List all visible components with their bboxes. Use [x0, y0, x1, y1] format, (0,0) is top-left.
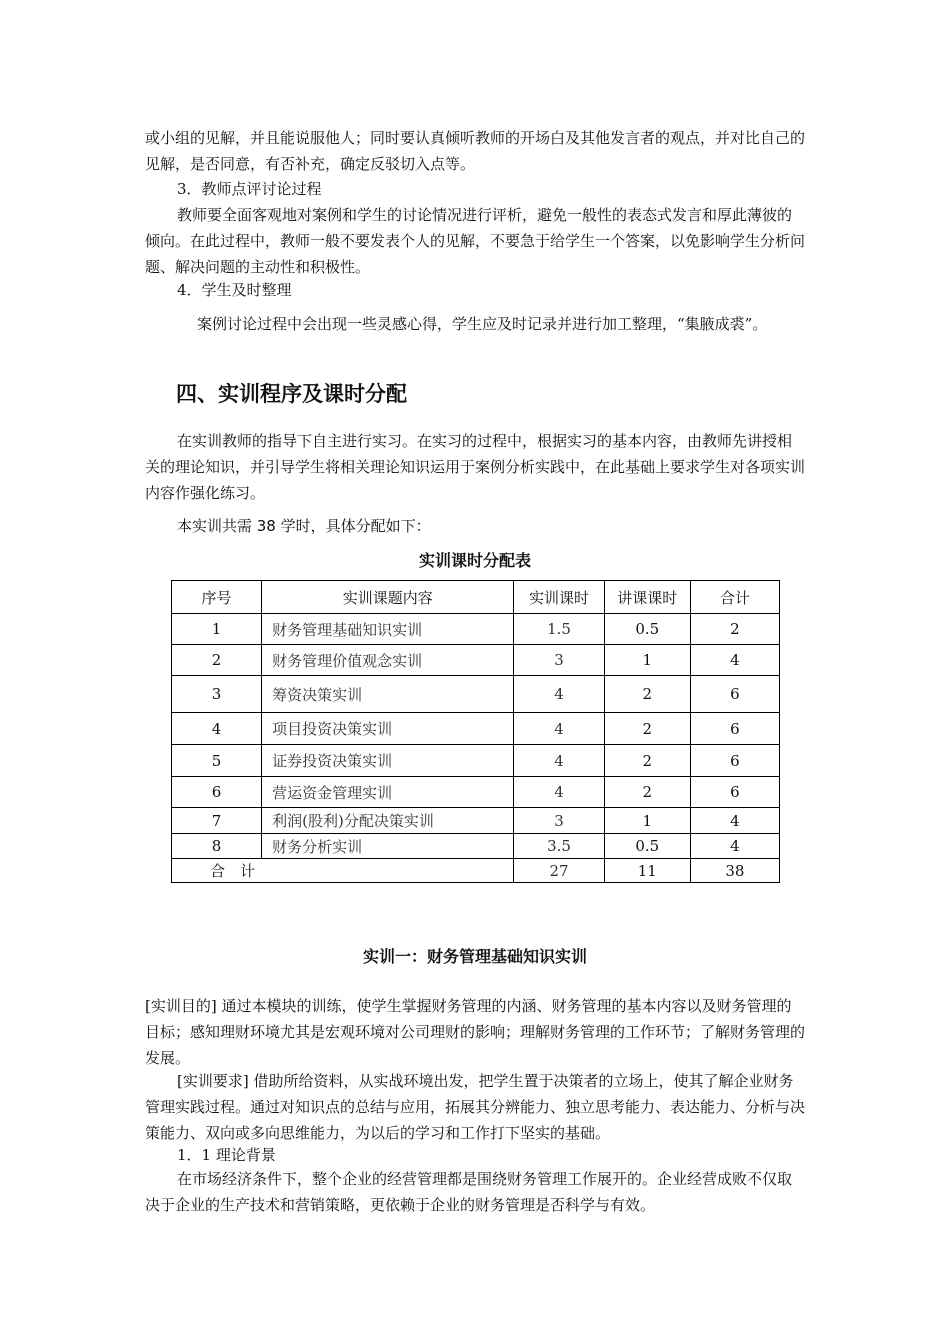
row-topic: 项目投资决策实训 [262, 713, 514, 745]
row-training-hours: 3 [514, 808, 604, 834]
table-row [172, 745, 780, 777]
row-training-hours: 4 [514, 713, 604, 745]
table-row [172, 713, 780, 745]
unit-title: 实训一：财务管理基础知识实训 [362, 947, 587, 966]
row-lecture-hours: 2 [604, 676, 690, 713]
table-total-row [172, 859, 780, 883]
paragraph-training-requirement: [实训要求] 借助所给资料，从实战环境出发，把学生置于决策者的立场上，使其了解企业财务管理实践过程。通过对知识点的总结与应用，拓展其分辨能力、独立思考能力、表达能力、分析与决策能力、双向或多向思维能力，为以后的学习和工作打下坚实的基础。 [145, 1072, 806, 1142]
header-total: 合计 [690, 581, 779, 614]
paragraph-student-organize: 案例讨论过程中会出现一些灵感心得，学生应及时记录并进行加工整理，“集腋成裘”。 [197, 315, 768, 333]
row-index: 8 [172, 834, 262, 859]
paragraph-theory-background: 在市场经济条件下，整个企业的经营管理都是围绕财务管理工作展开的。企业经营成败不仅取决于企业的生产技术和营销策略，更依赖于企业的财务管理是否科学与有效。 [145, 1170, 793, 1214]
row-topic: 财务分析实训 [262, 834, 514, 859]
row-index: 2 [172, 645, 262, 676]
table-row [172, 834, 780, 859]
section-title: 四、实训程序及课时分配 [176, 382, 407, 406]
table-caption: 实训课时分配表 [418, 551, 531, 570]
row-training-hours: 3 [514, 645, 604, 676]
table-row [172, 676, 780, 713]
row-total: 2 [690, 614, 779, 645]
row-topic: 财务管理基础知识实训 [262, 614, 514, 645]
row-topic: 财务管理价值观念实训 [262, 645, 514, 676]
row-lecture-hours: 2 [604, 713, 690, 745]
row-topic: 利润(股利)分配决策实训 [262, 808, 514, 834]
row-training-hours: 4 [514, 777, 604, 808]
header-training-hours: 实训课时 [514, 581, 604, 614]
row-training-hours: 3.5 [514, 834, 604, 859]
total-lecture-hours: 11 [604, 859, 690, 883]
table-header-row [172, 581, 780, 614]
heading-teacher-review: 3．教师点评讨论过程 [177, 180, 322, 198]
row-index: 3 [172, 676, 262, 713]
total-training-hours: 27 [514, 859, 604, 883]
row-topic: 筹资决策实训 [262, 676, 514, 713]
row-total: 4 [690, 834, 779, 859]
row-training-hours: 4 [514, 745, 604, 777]
row-total: 6 [690, 713, 779, 745]
paragraph-training-goal: [实训目的] 通过本模块的训练，使学生掌握财务管理的内涵、财务管理的基本内容以及财务管理的目标；感知理财环境尤其是宏观环境对公司理财的影响；理解财务管理的工作环节；了解财务管理的发展。 [145, 997, 806, 1067]
row-training-hours: 1.5 [514, 614, 604, 645]
row-total: 4 [690, 808, 779, 834]
paragraph-teacher-review: 教师要全面客观地对案例和学生的讨论情况进行评析，避免一般性的表态式发言和厚此薄彼的倾向。在此过程中，教师一般不要发表个人的见解，不要急于给学生一个答案，以免影响学生分析问题、解决问题的主动性和积极性。 [145, 206, 806, 276]
row-lecture-hours: 0.5 [604, 834, 690, 859]
row-lecture-hours: 0.5 [604, 614, 690, 645]
row-total: 6 [690, 777, 779, 808]
header-index: 序号 [172, 581, 262, 614]
row-lecture-hours: 2 [604, 777, 690, 808]
hours-allocation-table [171, 580, 780, 883]
table-row [172, 777, 780, 808]
header-lecture-hours: 讲课课时 [604, 581, 690, 614]
row-training-hours: 4 [514, 676, 604, 713]
table-row [172, 645, 780, 676]
row-index: 5 [172, 745, 262, 777]
total-label: 合 计 [172, 859, 514, 883]
row-index: 1 [172, 614, 262, 645]
table-row [172, 808, 780, 834]
row-total: 6 [690, 745, 779, 777]
table-row [172, 614, 780, 645]
row-topic: 证券投资决策实训 [262, 745, 514, 777]
total-sum: 38 [690, 859, 779, 883]
paragraph-hours-total: 本实训共需 38 学时，具体分配如下： [177, 517, 431, 535]
paragraph-debate: 或小组的见解，并且能说服他人；同时要认真倾听教师的开场白及其他发言者的观点，并对比自己的见解，是否同意，有否补充，确定反驳切入点等。 [145, 129, 806, 173]
row-lecture-hours: 1 [604, 808, 690, 834]
row-total: 6 [690, 676, 779, 713]
row-topic: 营运资金管理实训 [262, 777, 514, 808]
heading-theory-background: 1．1 理论背景 [177, 1146, 276, 1164]
header-topic: 实训课题内容 [262, 581, 514, 614]
row-lecture-hours: 2 [604, 745, 690, 777]
row-index: 7 [172, 808, 262, 834]
row-total: 4 [690, 645, 779, 676]
heading-student-organize: 4．学生及时整理 [177, 281, 292, 299]
paragraph-procedure: 在实训教师的指导下自主进行实习。在实习的过程中，根据实习的基本内容，由教师先讲授相关的理论知识，并引导学生将相关理论知识运用于案例分析实践中，在此基础上要求学生对各项实训内容作强化练习。 [145, 432, 806, 502]
row-index: 6 [172, 777, 262, 808]
row-index: 4 [172, 713, 262, 745]
row-lecture-hours: 1 [604, 645, 690, 676]
